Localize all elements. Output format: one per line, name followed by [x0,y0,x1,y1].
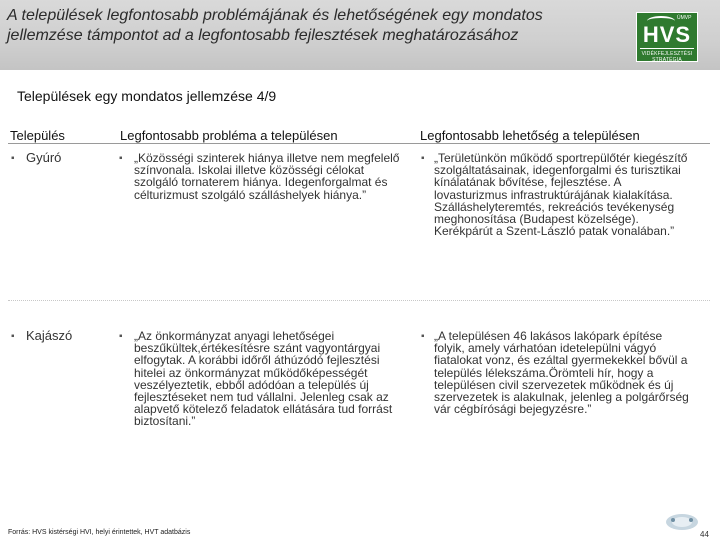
bullet-icon: ▪ [119,153,123,164]
footer-emblem-icon [664,510,700,532]
column-header-problema: Legfontosabb probléma a településen [120,128,338,143]
hvs-logo [636,12,698,62]
logo-text: HVS [642,22,692,47]
row-settlement-name: Kajászó [26,328,73,343]
slide-title: A települések legfontosabb problémájának és lehetőségének egy mondatos jellemzése támpontot ad a legfontosabb fejlesztések meghatározásához [7,7,543,44]
bullet-icon: ▪ [421,331,425,342]
page-number: 44 [700,530,709,539]
section-subtitle: Települések egy mondatos jellemzése 4/9 [17,88,277,104]
logo-subtext: VIDÉKFEJLESZTÉSI STRATÉGIA [641,51,693,63]
row-opportunity-text: „Területünkön működő sportrepülőtér kiegészítő szolgáltatásainak, idegenforgalmi és turisztikai kínálatának bővítése, fejlesztése. A lovasturizmus infrastruktúrájának kialakítása. Szálláshelyteremtés, rekreációs tevékenység meghonosítása (Budapest közelsége). Kerékpárút a Szent-László patak vonalában.” [434,151,688,239]
row-settlement-name: Gyúró [26,150,62,165]
header-rule [8,143,710,144]
row-separator [8,300,710,302]
row-opportunity-text: „A településen 46 lakásos lakópark építése folyik, amely várhatóan idetelepülni vágyó fiatalokat vonz, és ezáltal gyermekekkel bővül a település lélekszáma.Örömteli hír, hogy a településen civil szervezetek működnek és új szervezetek is alakulnak, jelenleg a polgárőrség vár cégbírósági bejegyzésre.” [434,329,689,417]
row-problem-text: „Az önkormányzat anyagi lehetőségei beszűkültek,értékesítésre szánt vagyontárgyai elfogytak. A korábbi időről áthúzódó fejlesztési hitelei az önkormányzat működőképességét veszélyeztetik, ebből adódóan a település új fejlesztéseket nem tud vállalni. Jelenleg csak az alapvető kötelező feladatok ellátására tud forrást biztosítani.” [134,329,393,429]
source-footnote: Forrás: HVS kistérségi HVI, helyi érintettek, HVT adatbázis [8,529,191,536]
bullet-icon: ▪ [421,153,425,164]
header-banner [0,0,720,70]
column-header-telepules: Település [10,128,65,143]
bullet-icon: ▪ [11,331,15,342]
logo-tag: ÚMVP [677,15,692,21]
column-header-lehetoseg: Legfontosabb lehetőség a településen [420,128,640,143]
logo-divider [640,48,694,49]
bullet-icon: ▪ [119,331,123,342]
row-problem-text: „Közösségi szinterek hiánya illetve nem megfelelő színvonala. Iskolai illetve közösségi célokat szolgáló tornaterem hiánya. Idegenforgalmat és célturizmust szolgáló szálláshelyek hiánya.” [134,151,400,202]
bullet-icon: ▪ [11,153,15,164]
